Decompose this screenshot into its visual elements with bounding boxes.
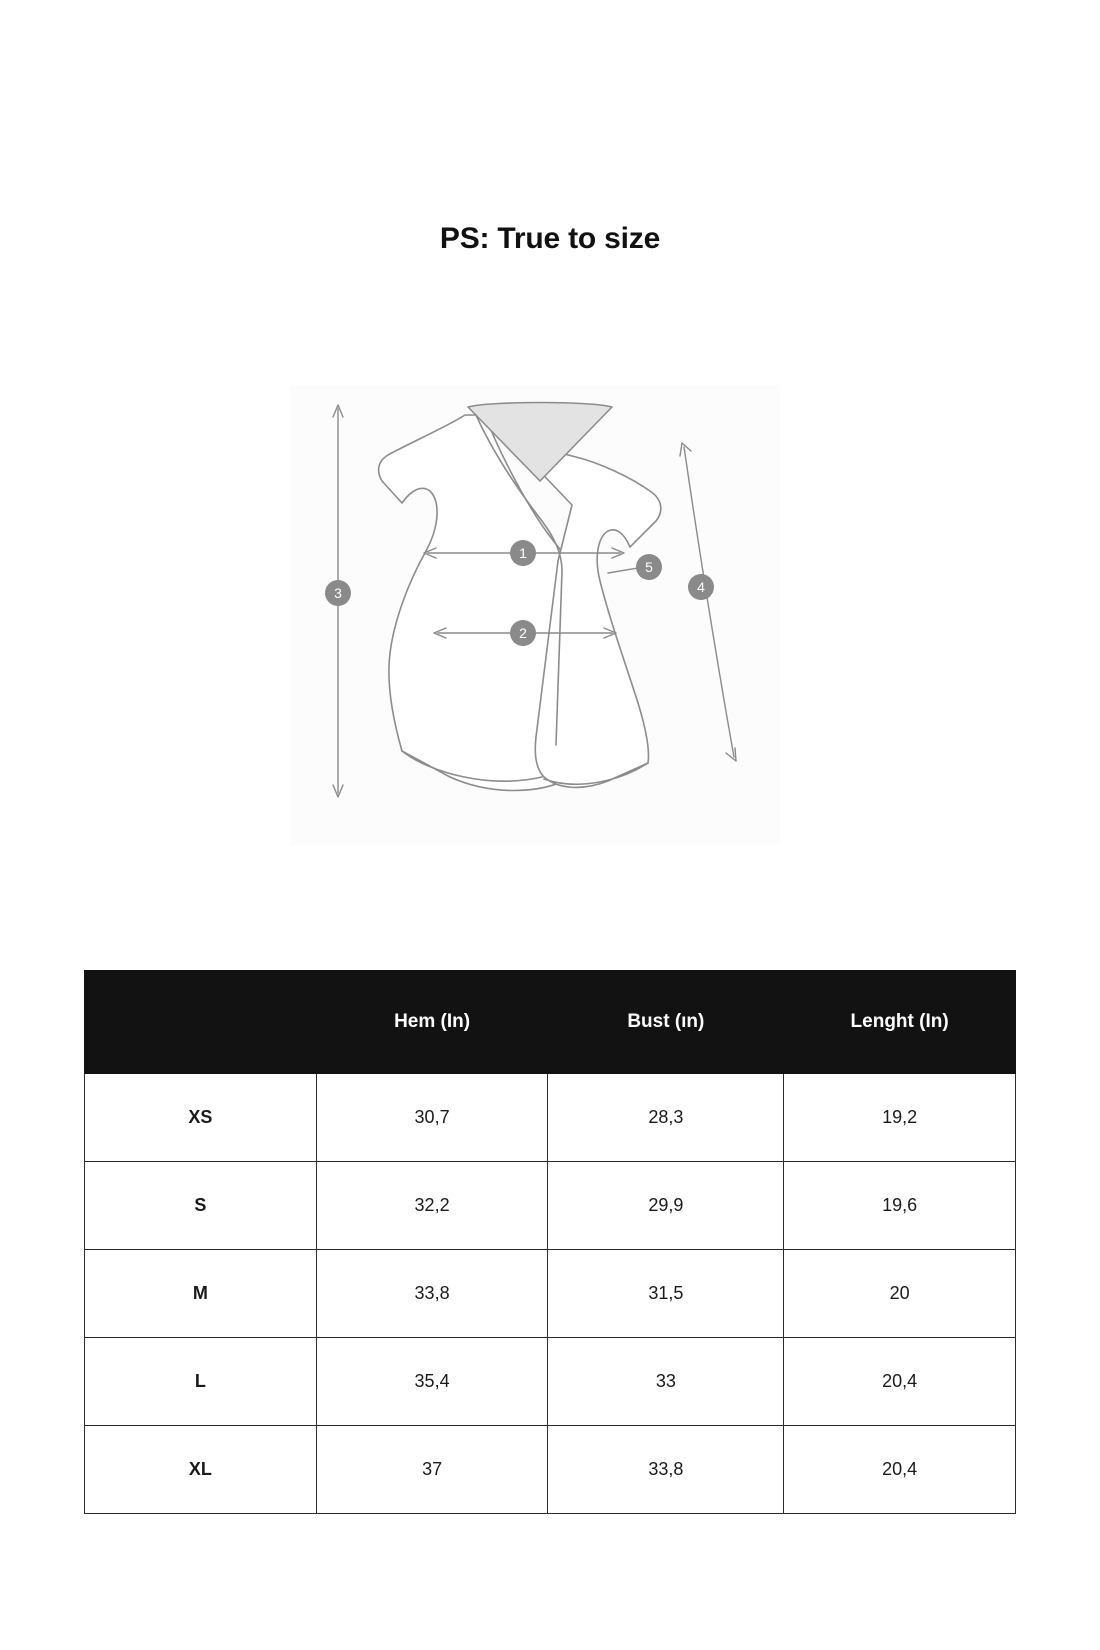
- table-row: [85, 1338, 1016, 1426]
- diagram-container: [290, 385, 780, 845]
- cell-length: 20: [784, 1250, 1016, 1338]
- table-header: [85, 971, 1016, 1074]
- cell-hem: 32,2: [316, 1162, 548, 1250]
- callout-3-label: 3: [334, 585, 342, 601]
- measure-line-5: [608, 568, 638, 573]
- cell-bust: 29,9: [548, 1162, 784, 1250]
- cell-length: 19,6: [784, 1162, 1016, 1250]
- table-header-row: [85, 971, 1016, 1074]
- table-row: [85, 1162, 1016, 1250]
- cell-hem: 37: [316, 1426, 548, 1514]
- cell-bust: 28,3: [548, 1074, 784, 1162]
- callout-1: [510, 540, 536, 566]
- size-table: [84, 970, 1016, 1514]
- cell-bust: 33,8: [548, 1426, 784, 1514]
- garment-diagram-svg: [290, 385, 780, 845]
- callout-4: [688, 574, 714, 600]
- callout-2: [510, 620, 536, 646]
- cell-hem: 33,8: [316, 1250, 548, 1338]
- cell-length: 20,4: [784, 1426, 1016, 1514]
- callout-1-label: 1: [519, 545, 527, 561]
- cell-size: S: [85, 1162, 317, 1250]
- callout-5-label: 5: [645, 559, 653, 575]
- cell-length: 19,2: [784, 1074, 1016, 1162]
- table-body: [85, 1074, 1016, 1514]
- cell-size: XL: [85, 1426, 317, 1514]
- table-row: [85, 1074, 1016, 1162]
- cell-size: M: [85, 1250, 317, 1338]
- cell-size: L: [85, 1338, 317, 1426]
- measure-line-4: [680, 443, 736, 761]
- callout-2-label: 2: [519, 625, 527, 641]
- cell-hem: 35,4: [316, 1338, 548, 1426]
- callout-4-label: 4: [697, 579, 705, 595]
- page-title: PS: True to size: [439, 222, 661, 255]
- cell-hem: 30,7: [316, 1074, 548, 1162]
- table-row: [85, 1250, 1016, 1338]
- cell-size: XS: [85, 1074, 317, 1162]
- cell-length: 20,4: [784, 1338, 1016, 1426]
- table-header-cell-hem: Hem (In): [316, 971, 548, 1074]
- size-table-container: [84, 970, 1016, 1514]
- cell-bust: 31,5: [548, 1250, 784, 1338]
- table-row: [85, 1426, 1016, 1514]
- table-header-cell-bust: Bust (ın): [548, 971, 784, 1074]
- cell-bust: 33: [548, 1338, 784, 1426]
- callout-5: [636, 554, 662, 580]
- table-header-cell-size: [85, 971, 317, 1074]
- callout-3: [325, 580, 351, 606]
- table-header-cell-length: Lenght (In): [784, 971, 1016, 1074]
